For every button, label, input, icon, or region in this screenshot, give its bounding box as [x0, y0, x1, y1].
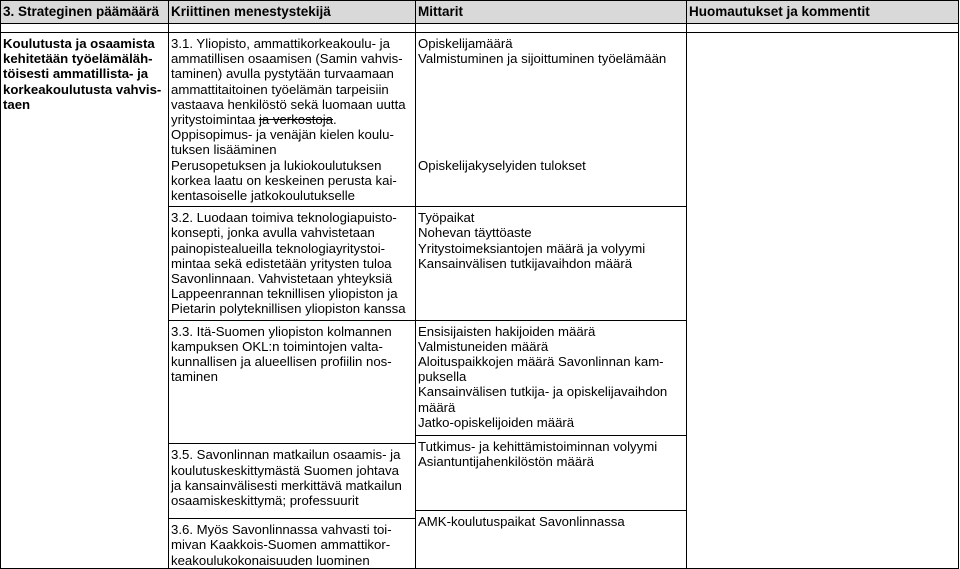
goal-line: Koulutusta ja osaamista	[3, 36, 155, 51]
metric-line: Asiantuntijahenkilöstön määrä	[418, 454, 594, 470]
factor-line: koulutuskeskittymästä Suomen johtava	[171, 462, 399, 478]
metric-line: Kansainvälisen tutkijavaihdon määrä	[418, 255, 633, 271]
metric-line: puksella	[418, 369, 467, 385]
goal-line: korkeakoulutusta vahvis-	[3, 81, 162, 97]
factor-line: ammatillisen osaamisen (Samin vahvis-	[171, 51, 403, 67]
factor-line: painopistealueilla teknologiayritystoi-	[171, 240, 386, 256]
goal-line: taen	[3, 96, 31, 112]
metric-line: Valmistuneiden määrä	[418, 338, 549, 354]
factor-line: 3.1. Yliopisto, ammattikorkeakoulu- ja	[171, 36, 390, 51]
divider	[169, 443, 415, 444]
factor-line: 3.5. Savonlinnan matkailun osaamis- ja	[171, 447, 401, 463]
factor-line: tuksen lisääminen	[171, 142, 277, 158]
metric-line: Opiskelijakyselyiden tulokset	[418, 157, 586, 173]
factor-line: Oppisopimus- ja venäjän kielen koulu-	[171, 127, 394, 143]
spacer	[418, 271, 684, 317]
spacer-row	[1, 24, 959, 33]
factor-text: .	[333, 112, 337, 128]
factor-3-2	[171, 210, 413, 316]
factor-line: osaamiskeskittymä; professuurit	[171, 493, 359, 509]
factor-line: Lappeenrannan teknillisen yliopiston ja	[171, 286, 398, 302]
spacer	[171, 508, 413, 515]
divider	[416, 206, 686, 207]
comments-cell	[687, 33, 959, 569]
metric-line: määrä	[418, 399, 456, 415]
factor-line: mivan Kaakkois-Suomen ammattikor-	[171, 537, 391, 553]
metric-line: Ensisijaisten hakijoiden määrä	[418, 323, 596, 339]
divider	[416, 320, 686, 321]
metric-line: AMK-koulutuspaikat Savonlinnassa	[418, 513, 625, 529]
metric-line: Aloituspaikkojen määrä Savonlinnan kam-	[418, 354, 664, 369]
divider	[416, 435, 686, 436]
divider	[169, 518, 415, 519]
factor-line: korkea laatu on keskeinen perusta kai-	[171, 172, 397, 188]
metric-line: Jatko-opiskelijoiden määrä	[418, 414, 575, 430]
spacer	[418, 66, 684, 157]
content-row	[1, 33, 959, 569]
factor-3-3	[171, 324, 413, 385]
spacer	[418, 469, 684, 506]
metrics-3-6	[418, 514, 684, 529]
factor-line: taminen) avulla pystytään turvaamaan	[171, 66, 394, 82]
factor-line: konsepti, jonka avulla vahvistetaan	[171, 225, 375, 241]
metrics-cell	[416, 33, 687, 569]
factor-line: kampuksen OKL:n toimintojen valta-	[171, 338, 383, 354]
factor-line: 3.6. Myös Savonlinnassa vahvasti toi-	[171, 522, 392, 538]
factor-3-6	[171, 522, 413, 568]
header-strategic-goal: 3. Strateginen päämäärä	[1, 1, 169, 24]
metrics-3-5	[418, 439, 684, 507]
struck-text: ja verkostoja	[258, 112, 333, 128]
metrics-3-1	[418, 36, 684, 203]
factor-line: Savonlinnaan. Vahvistetaan yhteyksiä	[171, 271, 393, 287]
factor-line: Pietarin polyteknillisen yliopiston kanssa	[171, 301, 406, 317]
success-factors-cell	[169, 33, 416, 569]
header-row	[1, 1, 959, 24]
factor-line: Perusopetuksen ja lukiokoulutuksen	[171, 157, 382, 173]
factor-3-1	[171, 36, 413, 203]
divider	[169, 320, 415, 321]
factor-line: 3.2. Luodaan toimiva teknologiapuisto-	[171, 210, 397, 226]
metrics-3-2	[418, 210, 684, 316]
factor-text: yritystoimintaa	[171, 112, 259, 128]
metric-line: Työpaikat	[418, 210, 475, 226]
factor-line: kentasoiselle jatkokoulutukselle	[171, 188, 356, 204]
factor-3-5	[171, 447, 413, 508]
metric-line: Valmistuminen ja sijoittuminen työelämään	[418, 51, 667, 67]
spacer	[418, 173, 684, 203]
metric-line: Nohevan täyttöaste	[418, 225, 532, 241]
metric-line: Opiskelijamäärä	[418, 36, 513, 51]
metrics-3-3	[418, 324, 684, 430]
factor-line	[171, 112, 413, 127]
metric-line: Kansainvälisen tutkija- ja opiskelijavaihdon	[418, 384, 668, 400]
divider	[416, 510, 686, 511]
metric-line: Yritystoimeksiantojen määrä ja volyymi	[418, 240, 646, 256]
header-metrics: Mittarit	[416, 1, 687, 24]
strategic-goal-cell	[1, 33, 169, 569]
factor-line: kunnallisen ja alueellisen profiilin nos-	[171, 354, 392, 370]
factor-line: taminen	[171, 369, 218, 385]
factor-line: vastaava henkilöstö sekä luomaan uutta	[171, 96, 406, 112]
factor-line: keakoulukokonaisuuden luominen	[171, 552, 370, 568]
header-comments: Huomautukset ja kommentit	[687, 1, 959, 24]
spacer	[171, 384, 413, 440]
goal-line: töisesti ammatillista- ja	[3, 66, 149, 82]
goal-line: kehitetään työelämäläh-	[3, 51, 153, 67]
divider	[169, 206, 415, 207]
header-critical-success-factor: Kriittinen menestystekijä	[169, 1, 416, 24]
factor-line: ja kansainvälisesti merkittävä matkailun	[171, 477, 402, 493]
metric-line: Tutkimus- ja kehittämistoiminnan volyymi	[418, 439, 658, 455]
spacer	[418, 430, 684, 432]
factor-line: mintaa sekä edistetään yritysten tuloa	[171, 255, 392, 271]
factor-line: ammattitaitoinen työelämän tarpeisiin	[171, 81, 389, 97]
factor-line: 3.3. Itä-Suomen yliopiston kolmannen	[171, 323, 392, 339]
